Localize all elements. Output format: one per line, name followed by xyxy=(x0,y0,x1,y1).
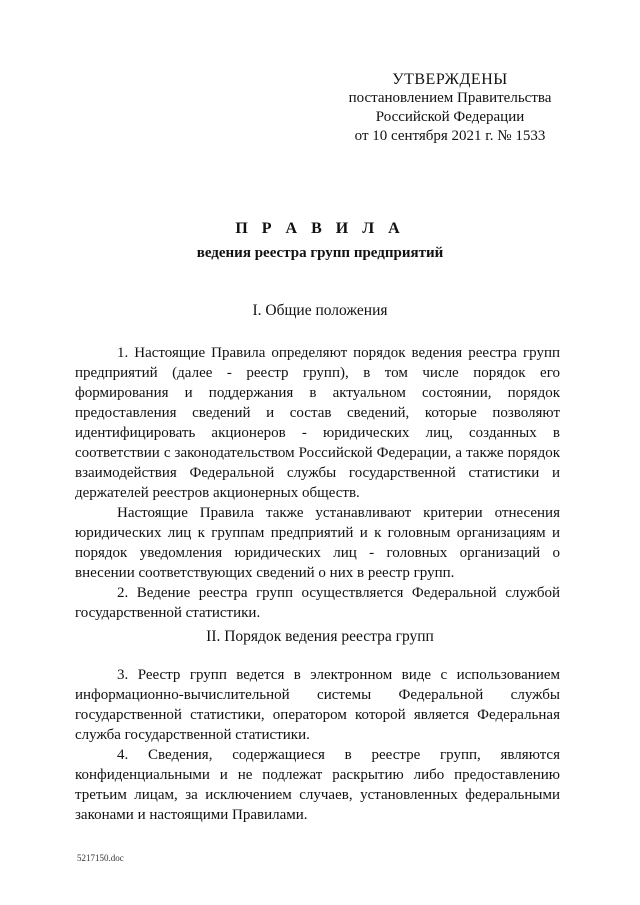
section-heading-2: II. Порядок ведения реестра групп xyxy=(206,628,434,645)
paragraph-4: 4. Сведения, содержащиеся в реестре групп, являются конфиденциальными и не подлежат раскрытию либо предоставлению третьим лицам, за исключением случаев, установленных федеральными законами и настоящими Правилами. xyxy=(75,747,560,823)
document-title: П Р А В И Л А xyxy=(235,220,405,237)
section-body-2 xyxy=(75,665,560,825)
section-body-1 xyxy=(75,343,560,623)
approval-line-3: от 10 сентября 2021 г. № 1533 xyxy=(354,128,546,144)
approval-heading: УТВЕРЖДЕНЫ xyxy=(392,71,508,88)
approval-stamp xyxy=(340,70,560,146)
approval-line-1: постановлением Правительства xyxy=(348,90,552,106)
paragraph-1: 1. Настоящие Правила определяют порядок ведения реестра групп предприятий (далее - реестр групп), в том числе порядок его формирования и поддержания в актуальном состоянии, порядок предоставления сведений и состав сведений, которые позволяют идентифицировать акционеров - юридических лиц, созданных в соответствии с законодательством Российской Федерации, а также порядок взаимодействия Федеральной службы государственной статистики и держателей реестров акционерных обществ. xyxy=(75,345,560,501)
paragraph-3: 3. Реестр групп ведется в электронном виде с использованием информационно-вычислительной системы Федеральной службы государственной статистики, оператором которой является Федеральная служба государственной статистики. xyxy=(75,667,560,743)
section-heading-1: I. Общие положения xyxy=(252,302,388,319)
paragraph-1-continuation: Настоящие Правила также устанавливают критерии отнесения юридических лиц к группам предприятий и к головным организациям и порядок уведомления юридических лиц - головных организаций о внесении соответствующих сведений о них в реестр групп. xyxy=(75,505,560,581)
document-subtitle: ведения реестра групп предприятий xyxy=(196,245,444,261)
approval-line-2: Российской Федерации xyxy=(375,109,525,125)
file-code: 5217150.doc xyxy=(77,853,124,863)
paragraph-2: 2. Ведение реестра групп осуществляется Федеральной службой государственной статистики. xyxy=(75,585,560,621)
